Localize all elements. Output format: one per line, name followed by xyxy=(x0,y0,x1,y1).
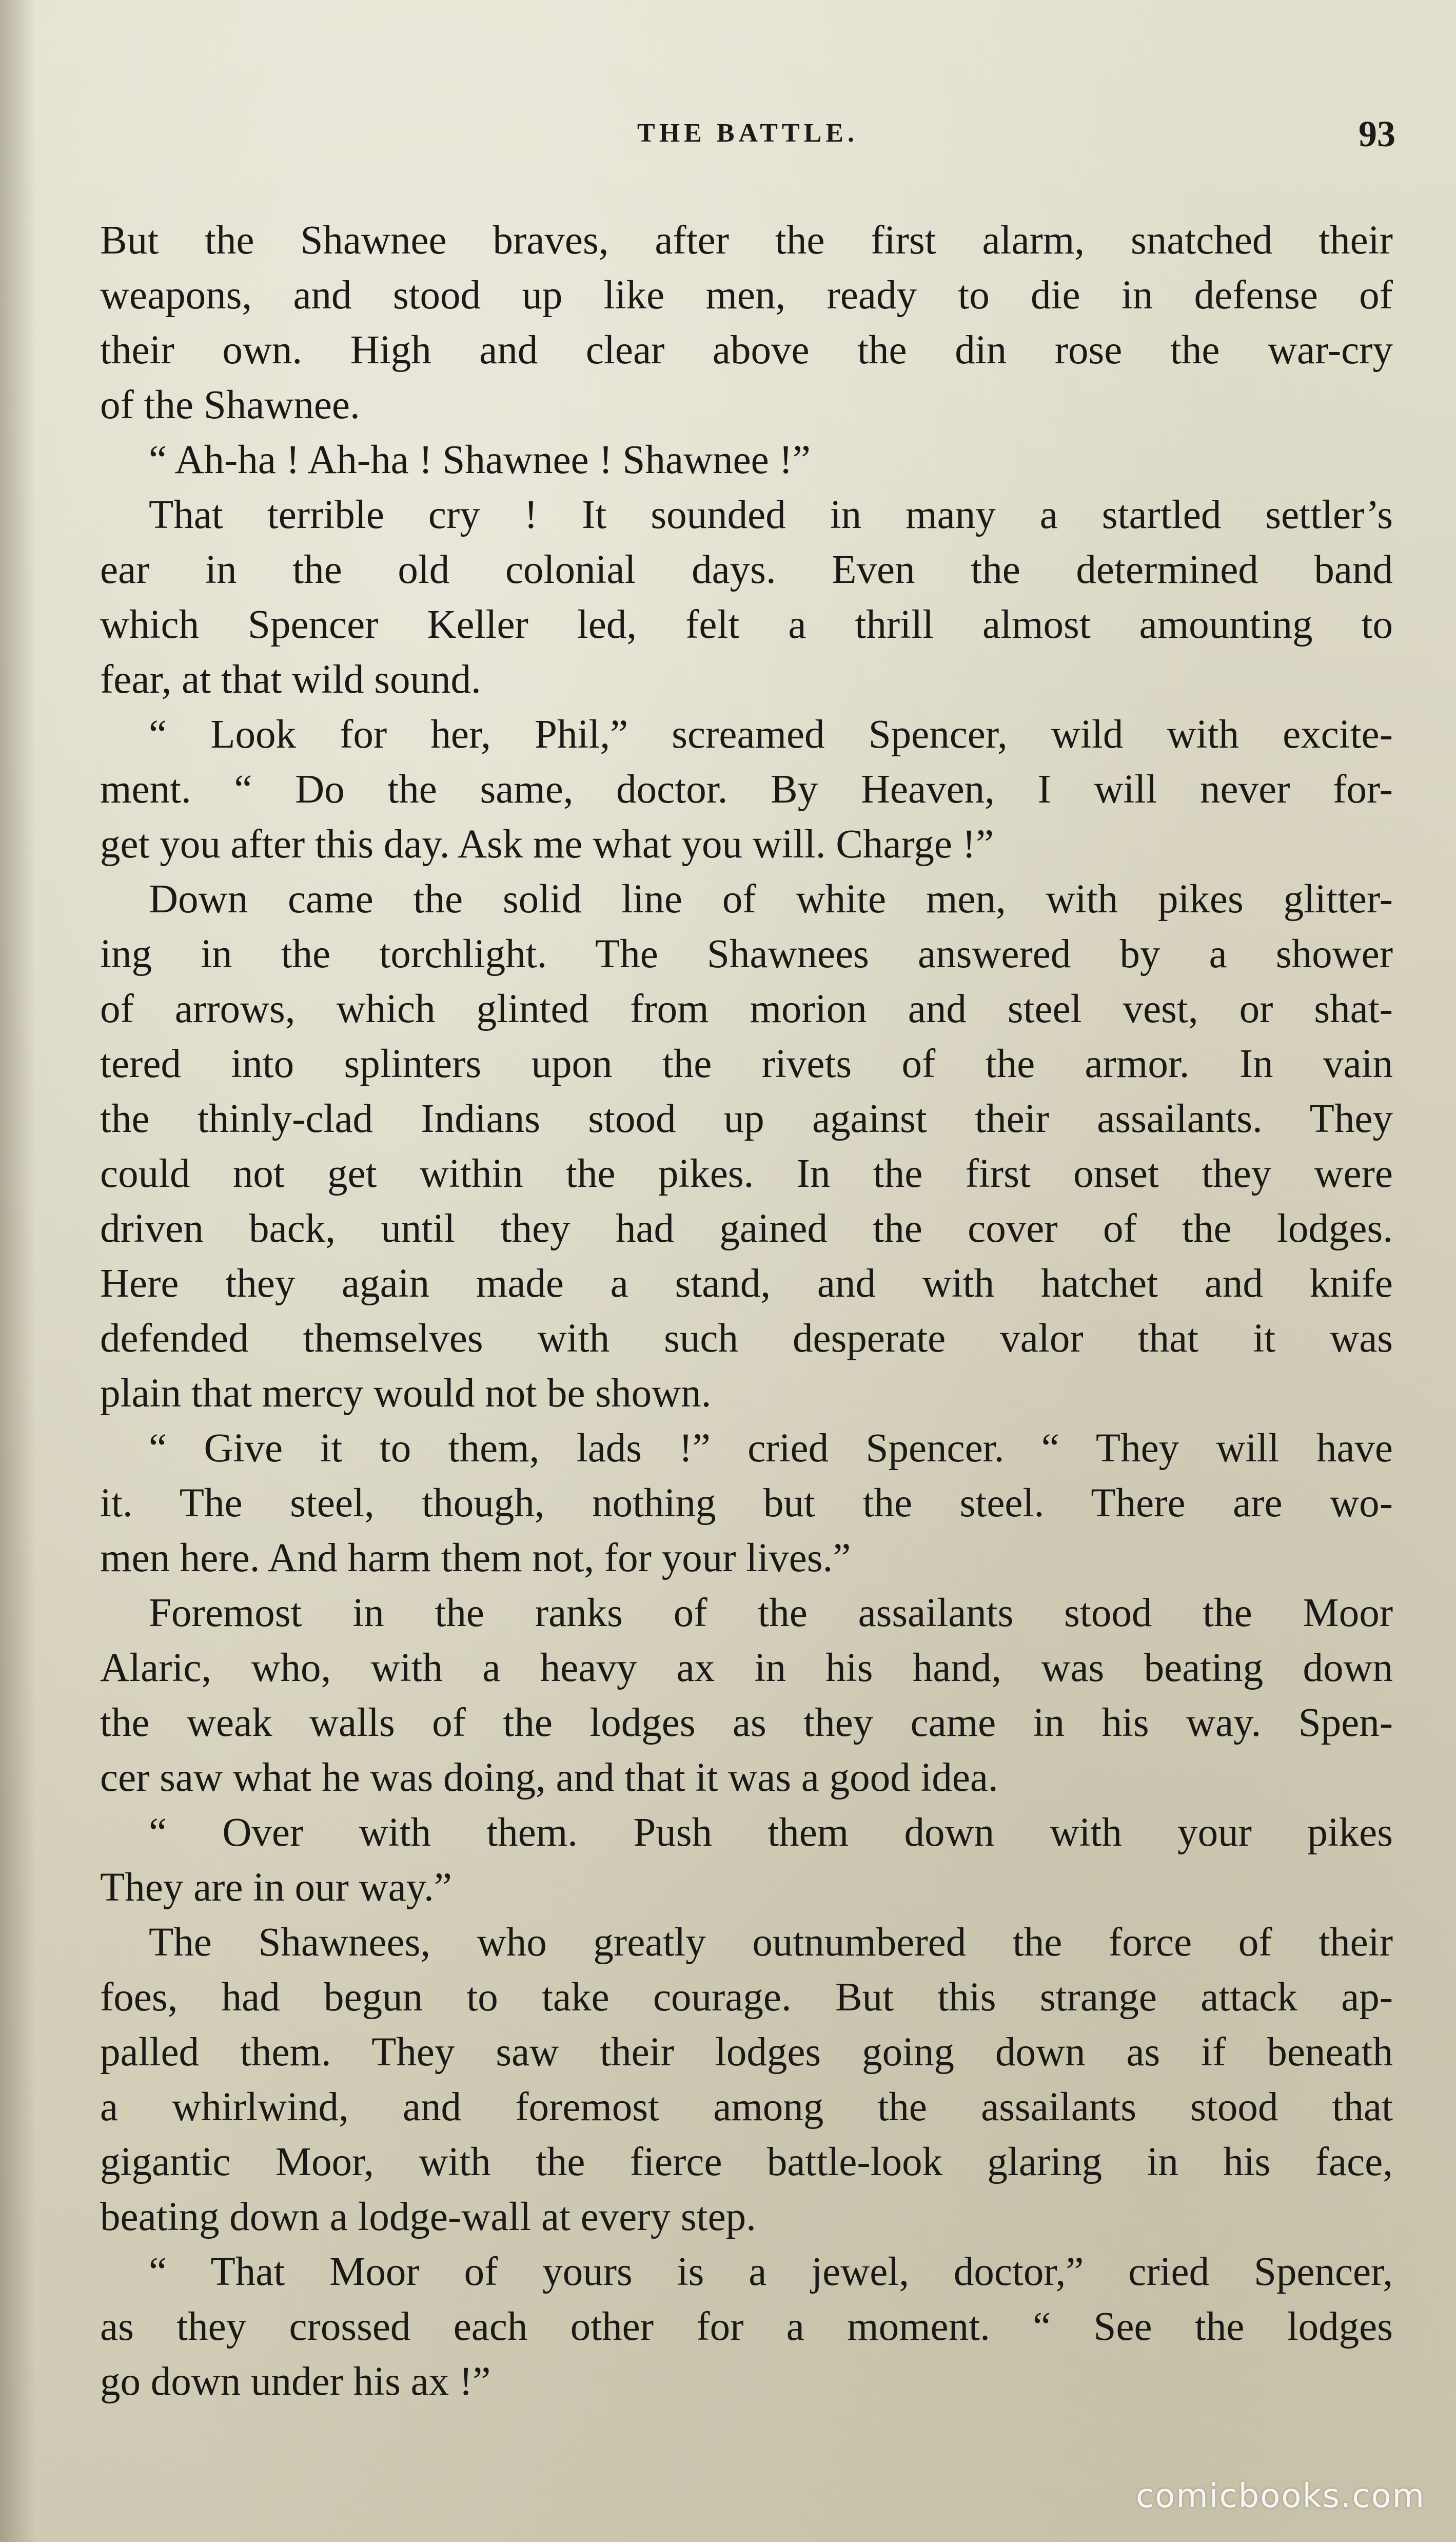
text-line: defended themselves with such desperate valor that it was xyxy=(100,1316,1393,1361)
text-line: Alaric, who, with a heavy ax in his hand, was beating down xyxy=(100,1646,1393,1690)
text-line: plain that mercy would not be shown. xyxy=(100,1371,712,1416)
text-line: tered into splinters upon the rivets of the armor. In vain xyxy=(100,1042,1393,1086)
page-header xyxy=(100,113,1395,169)
running-head: THE BATTLE. xyxy=(637,119,858,148)
text-line: They are in our way.” xyxy=(100,1865,452,1910)
page-number: 93 xyxy=(1359,113,1395,154)
text-line: “ Look for her, Phil,” screamed Spencer, wild with excite- xyxy=(149,712,1393,757)
text-line: ing in the torchlight. The Shawnees answered by a shower xyxy=(100,932,1393,976)
text-line: men here. And harm them not, for your lives.” xyxy=(100,1536,851,1580)
text-line: a whirlwind, and foremost among the assailants stood that xyxy=(100,2085,1393,2129)
text-line: of the Shawnee. xyxy=(100,383,360,427)
text-line: But the Shawnee braves, after the first alarm, snatched their xyxy=(100,218,1393,263)
text-line: the thinly-clad Indians stood up against their assailants. They xyxy=(100,1097,1393,1141)
text-line: it. The steel, though, nothing but the steel. There are wo- xyxy=(100,1481,1393,1526)
text-line: their own. High and clear above the din rose the war-cry xyxy=(100,328,1393,373)
text-line: palled them. They saw their lodges going down as if beneath xyxy=(100,2030,1393,2075)
text-line: Down came the solid line of white men, with pikes glitter- xyxy=(149,877,1393,922)
text-line: “ Ah-ha ! Ah-ha ! Shawnee ! Shawnee !” xyxy=(149,438,811,482)
text-line: of arrows, which glinted from morion and steel vest, or shat- xyxy=(100,987,1393,1031)
text-line: ear in the old colonial days. Even the determined band xyxy=(100,547,1393,592)
text-line: go down under his ax !” xyxy=(100,2359,491,2404)
text-line: the weak walls of the lodges as they came in his way. Spen- xyxy=(100,1700,1393,1745)
text-line: fear, at that wild sound. xyxy=(100,657,481,702)
text-line: “ Over with them. Push them down with your pikes xyxy=(149,1810,1393,1855)
text-line: which Spencer Keller led, felt a thrill almost amounting to xyxy=(100,602,1393,647)
text-line: foes, had begun to take courage. But this strange attack ap- xyxy=(100,1975,1393,2020)
page-gutter-shadow xyxy=(0,0,36,2542)
text-line: weapons, and stood up like men, ready to die in defense of xyxy=(100,273,1393,318)
text-line: driven back, until they had gained the cover of the lodges. xyxy=(100,1206,1393,1251)
text-line: The Shawnees, who greatly outnumbered the force of their xyxy=(149,1920,1393,1965)
text-line: could not get within the pikes. In the first onset they were xyxy=(100,1151,1393,1196)
text-line: beating down a lodge-wall at every step. xyxy=(100,2195,756,2239)
body-text xyxy=(100,213,1393,2409)
text-line: cer saw what he was doing, and that it was a good idea. xyxy=(100,1755,998,1800)
text-line: Foremost in the ranks of the assailants stood the Moor xyxy=(149,1591,1393,1635)
text-line: “ Give it to them, lads !” cried Spencer. “ They will have xyxy=(149,1426,1393,1471)
text-line: get you after this day. Ask me what you will. Charge !” xyxy=(100,822,994,867)
watermark: comicbooks.com xyxy=(1135,2477,1425,2515)
text-line: That terrible cry ! It sounded in many a startled settler’s xyxy=(149,493,1393,537)
text-line: “ That Moor of yours is a jewel, doctor,” cried Spencer, xyxy=(149,2250,1393,2294)
text-line: ment. “ Do the same, doctor. By Heaven, I will never for- xyxy=(100,767,1393,812)
text-line: Here they again made a stand, and with hatchet and knife xyxy=(100,1261,1393,1306)
text-line: gigantic Moor, with the fierce battle-look glaring in his face, xyxy=(100,2140,1393,2184)
text-line: as they crossed each other for a moment. “ See the lodges xyxy=(100,2304,1393,2349)
